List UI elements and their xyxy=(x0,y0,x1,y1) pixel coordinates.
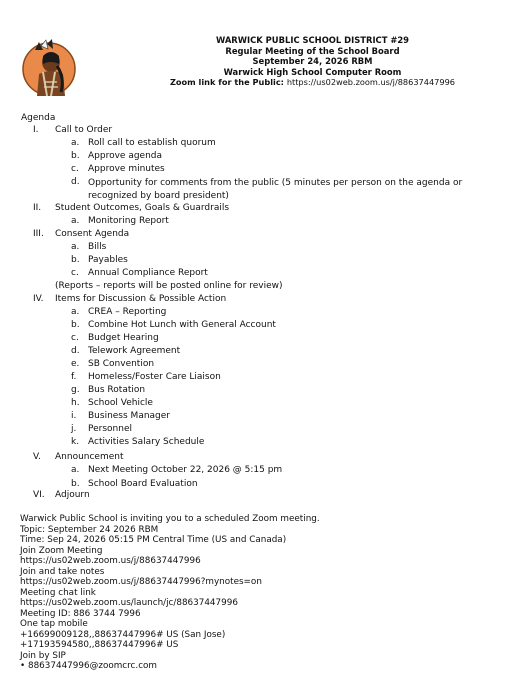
item-text: Budget Hearing xyxy=(88,333,159,343)
join-meeting-label: Join Zoom Meeting xyxy=(20,545,103,556)
item-letter: j. xyxy=(71,424,77,434)
item-letter: a. xyxy=(71,216,80,226)
section-number: IV. xyxy=(33,294,44,304)
item-letter: c. xyxy=(71,164,79,174)
item-letter: a. xyxy=(71,138,80,148)
item-letter: a. xyxy=(71,242,80,252)
item-letter: a. xyxy=(71,465,80,475)
meeting-title: Regular Meeting of the School Board xyxy=(225,45,400,56)
take-notes-label: Join and take notes xyxy=(20,566,105,577)
item-letter: b. xyxy=(71,320,80,330)
item-text: Roll call to establish quorum xyxy=(88,138,216,148)
item-text: Monitoring Report xyxy=(88,216,169,226)
item-letter: f. xyxy=(71,372,77,382)
zoom-url-link[interactable]: https://us02web.zoom.us/j/88637447996 xyxy=(286,77,456,88)
item-text: Payables xyxy=(88,255,128,265)
join-meeting-link[interactable]: https://us02web.zoom.us/j/88637447996 xyxy=(20,556,201,566)
section-title: Announcement xyxy=(55,452,124,462)
invite-line: Warwick Public School is inviting you to a scheduled Zoom meeting. xyxy=(20,514,320,524)
invite-time: Time: Sep 24, 2026 05:15 PM Central Time (US and Canada) xyxy=(20,535,287,545)
item-letter: b. xyxy=(71,479,80,489)
item-text: Opportunity for comments from the public (5 minutes per person on the agenda or recognized by board president) xyxy=(88,178,463,201)
item-text: Bills xyxy=(88,242,107,252)
section-title: Adjourn xyxy=(55,490,90,500)
item-text: School Board Evaluation xyxy=(88,479,198,489)
item-text: CREA – Reporting xyxy=(88,307,167,317)
chat-link[interactable]: https://us02web.zoom.us/launch/jc/88637447996 xyxy=(20,598,238,608)
item-text: Personnel xyxy=(88,424,132,434)
phone-san-jose: +16699009128,,88637447996# US (San Jose) xyxy=(20,629,226,640)
item-text: Approve minutes xyxy=(88,164,165,174)
meeting-location: Warwick High School Computer Room xyxy=(223,66,402,77)
item-text: SB Convention xyxy=(88,359,155,369)
one-tap-label: One tap mobile xyxy=(20,619,88,629)
agenda-heading: Agenda xyxy=(21,113,56,123)
district-name: WARWICK PUBLIC SCHOOL DISTRICT #29 xyxy=(215,35,410,45)
item-text: Homeless/Foster Care Liaison xyxy=(88,372,221,382)
section-title: Student Outcomes, Goals & Guardrails xyxy=(55,203,230,213)
item-text: School Vehicle xyxy=(88,398,153,408)
item-text: Next Meeting October 22, 2026 @ 5:15 pm xyxy=(88,465,283,475)
meeting-date: September 24, 2026 RBM xyxy=(252,56,373,67)
invite-topic: Topic: September 24 2026 RBM xyxy=(20,524,159,535)
phone-us: +17193594580,,88637447996# US xyxy=(20,640,179,650)
consent-note: (Reports – reports will be posted online for review) xyxy=(55,281,283,291)
item-letter: g. xyxy=(71,385,80,395)
item-letter: i. xyxy=(71,411,77,421)
chat-link-label: Meeting chat link xyxy=(20,587,96,598)
meeting-id: Meeting ID: 886 3744 7996 xyxy=(20,608,141,619)
item-letter: b. xyxy=(71,255,80,265)
item-letter: c. xyxy=(71,333,79,343)
item-text: Combine Hot Lunch with General Account xyxy=(88,320,276,330)
item-text: Activities Salary Schedule xyxy=(88,437,205,447)
item-letter: d. xyxy=(71,346,80,356)
sip-label: Join by SIP xyxy=(20,650,66,661)
section-number: II. xyxy=(33,203,42,213)
item-text: Telework Agreement xyxy=(88,346,181,356)
public-zoom-line xyxy=(100,77,525,88)
zoom-invitation xyxy=(20,514,320,672)
item-text: Annual Compliance Report xyxy=(88,268,208,278)
item-letter: d. xyxy=(71,177,80,187)
item-text: Approve agenda xyxy=(88,151,163,161)
item-letter: b. xyxy=(71,151,80,161)
section-number: III. xyxy=(33,229,44,239)
item-text: Business Manager xyxy=(88,411,170,421)
section-number: V. xyxy=(33,452,41,462)
district-logo xyxy=(21,38,77,100)
item-letter: h. xyxy=(71,398,80,408)
item-letter: a. xyxy=(71,307,80,317)
section-number: VI. xyxy=(33,490,45,500)
section-number: I. xyxy=(33,125,39,135)
document-header xyxy=(100,35,525,88)
sip-address: • 88637447996@zoomcrc.com xyxy=(20,661,157,671)
item-letter: c. xyxy=(71,268,79,278)
section-title: Call to Order xyxy=(55,125,113,135)
section-title: Items for Discussion & Possible Action xyxy=(55,294,227,304)
zoom-label: Zoom link for the Public: xyxy=(169,77,284,88)
item-text: Bus Rotation xyxy=(88,385,146,395)
item-letter: e. xyxy=(71,359,80,369)
item-letter: k. xyxy=(71,437,80,447)
take-notes-link[interactable]: https://us02web.zoom.us/j/88637447996?mynotes=on xyxy=(20,577,262,587)
section-title: Consent Agenda xyxy=(55,229,130,239)
